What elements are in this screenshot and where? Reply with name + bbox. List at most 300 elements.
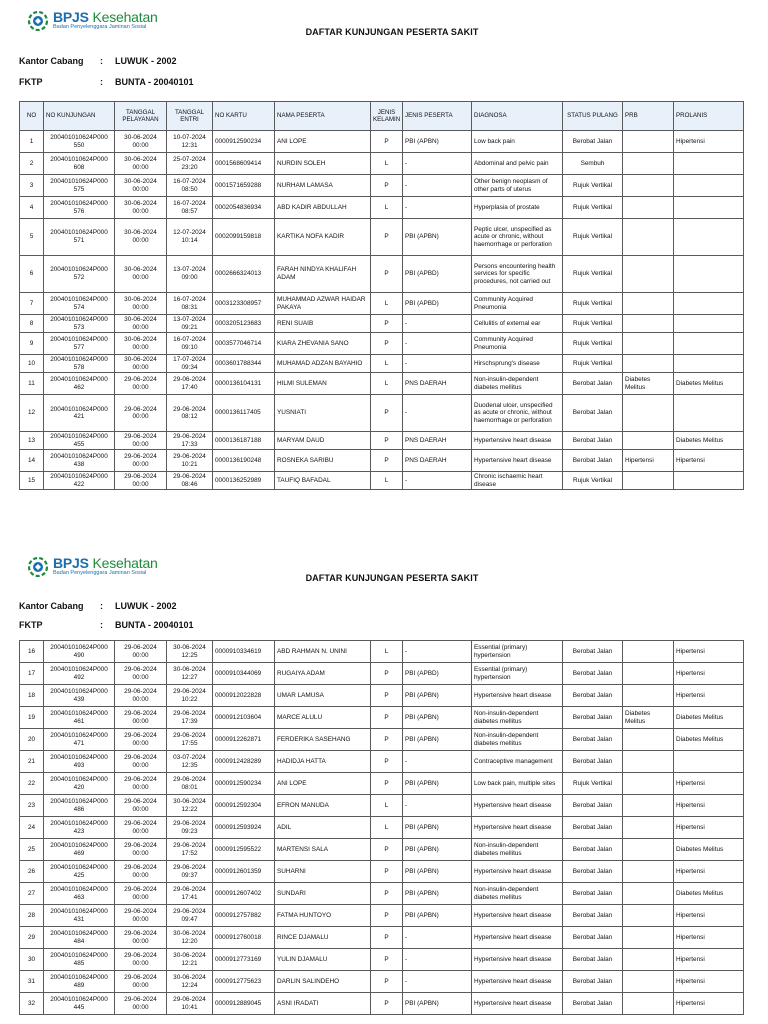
col-jenis-kelamin-header: JENIS KELAMIN: [371, 102, 403, 131]
col-no-cell: 6: [20, 256, 44, 293]
table-header-row: [20, 102, 744, 131]
col-jenis-peserta-cell: PBI (APBN): [403, 707, 472, 729]
col-diagnosa-cell: Non-insulin-dependent diabetes mellitus: [472, 839, 563, 861]
col-jenis-kelamin-cell: P: [371, 256, 403, 293]
table-row: [20, 861, 744, 883]
col-tanggal-pelayanan-cell: 29-06-2024 00:00: [115, 729, 167, 751]
col-prb-cell: [623, 861, 674, 883]
col-diagnosa-cell: Duodenal ulcer, unspecified as acute or chronic, without haemorrhage or perforation: [472, 395, 563, 432]
col-prb-cell: [623, 293, 674, 315]
col-no-cell: 1: [20, 131, 44, 153]
col-jenis-kelamin-cell: P: [371, 219, 403, 256]
col-no-kartu-cell: 0000912889045: [213, 993, 275, 1015]
col-tanggal-entri-cell: 30-06-2024 12:20: [167, 927, 213, 949]
col-tanggal-pelayanan-cell: 29-06-2024 00:00: [115, 450, 167, 472]
col-jenis-peserta-cell: PBI (APBN): [403, 131, 472, 153]
col-prb-cell: [623, 472, 674, 490]
col-no-kunjungan-cell: 200401010624P000 576: [44, 197, 115, 219]
col-status-pulang-cell: Berobat Jalan: [563, 685, 623, 707]
col-jenis-kelamin-cell: P: [371, 927, 403, 949]
col-tanggal-pelayanan-cell: 30-06-2024 00:00: [115, 131, 167, 153]
kantor-value: LUWUK - 2002: [115, 56, 177, 66]
col-jenis-peserta-cell: PBI (APBD): [403, 663, 472, 685]
col-prb-cell: Hipertensi: [623, 450, 674, 472]
col-prb-cell: [623, 355, 674, 373]
fktp-value: BUNTA - 20040101: [115, 77, 194, 87]
col-status-pulang-cell: Rujuk Vertikal: [563, 197, 623, 219]
col-tanggal-entri-cell: 29-06-2024 17:39: [167, 707, 213, 729]
col-nama-peserta-cell: FERDERIKA SASEHANG: [275, 729, 371, 751]
col-prb-cell: [623, 729, 674, 751]
brand-subtitle: Badan Penyelenggara Jaminan Sosial: [53, 570, 147, 576]
col-prb-cell: [623, 993, 674, 1015]
report-header: [0, 0, 768, 40]
col-no-cell: 12: [20, 395, 44, 432]
col-no-kartu-cell: 0000136117405: [213, 395, 275, 432]
col-prb-cell: [623, 432, 674, 450]
col-no-kunjungan-cell: 200401010624P000 485: [44, 949, 115, 971]
table-row: [20, 993, 744, 1015]
col-jenis-kelamin-cell: P: [371, 450, 403, 472]
col-diagnosa-cell: Hypertensive heart disease: [472, 949, 563, 971]
col-no-cell: 19: [20, 707, 44, 729]
col-nama-peserta-cell: ADIL: [275, 817, 371, 839]
col-prolanis-cell: Hipertensi: [674, 993, 744, 1015]
col-jenis-kelamin-cell: L: [371, 293, 403, 315]
col-tanggal-entri-cell: 29-06-2024 10:41: [167, 993, 213, 1015]
col-tanggal-pelayanan-cell: 29-06-2024 00:00: [115, 817, 167, 839]
col-jenis-peserta-cell: PBI (APBN): [403, 773, 472, 795]
col-jenis-kelamin-cell: L: [371, 153, 403, 175]
table-row: [20, 905, 744, 927]
col-jenis-peserta-cell: -: [403, 315, 472, 333]
col-tanggal-entri-cell: 16-07-2024 08:57: [167, 197, 213, 219]
col-tanggal-pelayanan-cell: 29-06-2024 00:00: [115, 373, 167, 395]
col-diagnosa-cell: Hyperplasia of prostate: [472, 197, 563, 219]
col-jenis-kelamin-cell: P: [371, 773, 403, 795]
col-diagnosa-cell: Contraceptive management: [472, 751, 563, 773]
col-no-kartu-cell: 0003123308957: [213, 293, 275, 315]
col-diagnosa-cell: Chronic ischaemic heart disease: [472, 472, 563, 490]
col-no-kartu-cell: 0000912607402: [213, 883, 275, 905]
col-tanggal-pelayanan-header: TANGGAL PELAYANAN: [115, 102, 167, 131]
col-prolanis-cell: Hipertensi: [674, 905, 744, 927]
col-no-kunjungan-cell: 200401010624P000 462: [44, 373, 115, 395]
col-no-kunjungan-cell: 200401010624P000 463: [44, 883, 115, 905]
col-no-cell: 10: [20, 355, 44, 373]
table-row: [20, 219, 744, 256]
col-prolanis-cell: Diabetes Melitus: [674, 707, 744, 729]
col-diagnosa-cell: Low back pain: [472, 131, 563, 153]
col-prolanis-cell: Hipertensi: [674, 773, 744, 795]
col-status-pulang-cell: Berobat Jalan: [563, 707, 623, 729]
col-prolanis-cell: [674, 472, 744, 490]
col-no-kunjungan-cell: 200401010624P000 431: [44, 905, 115, 927]
col-tanggal-entri-cell: 29-06-2024 08:46: [167, 472, 213, 490]
col-tanggal-pelayanan-cell: 30-06-2024 00:00: [115, 175, 167, 197]
table-row: [20, 293, 744, 315]
table-row: [20, 685, 744, 707]
col-prb-cell: [623, 927, 674, 949]
col-prolanis-cell: [674, 256, 744, 293]
col-jenis-peserta-cell: PBI (APBN): [403, 905, 472, 927]
table-row: [20, 707, 744, 729]
col-tanggal-entri-cell: 29-06-2024 08:12: [167, 395, 213, 432]
col-prolanis-cell: Hipertensi: [674, 971, 744, 993]
col-jenis-peserta-cell: -: [403, 971, 472, 993]
col-nama-peserta-cell: RUGAIYA ADAM: [275, 663, 371, 685]
col-prolanis-cell: Diabetes Melitus: [674, 729, 744, 751]
col-tanggal-entri-cell: 29-06-2024 17:52: [167, 839, 213, 861]
col-prb-cell: [623, 153, 674, 175]
col-no-kartu-cell: 0000912757882: [213, 905, 275, 927]
col-status-pulang-cell: Rujuk Vertikal: [563, 773, 623, 795]
col-tanggal-entri-cell: 29-06-2024 10:22: [167, 685, 213, 707]
separator: :: [100, 601, 103, 611]
col-jenis-peserta-cell: -: [403, 927, 472, 949]
col-status-pulang-cell: Rujuk Vertikal: [563, 219, 623, 256]
col-no-kartu-cell: 0000912022828: [213, 685, 275, 707]
col-jenis-peserta-cell: -: [403, 333, 472, 355]
col-status-pulang-cell: Berobat Jalan: [563, 817, 623, 839]
report-page-2: [0, 546, 768, 1011]
col-no-kartu-cell: 0000912775623: [213, 971, 275, 993]
col-no-kartu-cell: 0003205123683: [213, 315, 275, 333]
col-jenis-kelamin-cell: P: [371, 663, 403, 685]
col-tanggal-pelayanan-cell: 29-06-2024 00:00: [115, 927, 167, 949]
col-no-kunjungan-cell: 200401010624P000 461: [44, 707, 115, 729]
col-tanggal-pelayanan-cell: 29-06-2024 00:00: [115, 663, 167, 685]
col-prb-cell: Diabetes Melitus: [623, 373, 674, 395]
col-diagnosa-cell: Hypertensive heart disease: [472, 432, 563, 450]
col-tanggal-pelayanan-cell: 30-06-2024 00:00: [115, 197, 167, 219]
col-prolanis-cell: Hipertensi: [674, 663, 744, 685]
col-diagnosa-cell: Other benign neoplasm of other parts of uterus: [472, 175, 563, 197]
col-nama-peserta-cell: KARTIKA NOFA KADIR: [275, 219, 371, 256]
col-nama-peserta-cell: KIARA ZHEVANIA SANO: [275, 333, 371, 355]
document-title: DAFTAR KUNJUNGAN PESERTA SAKIT: [305, 27, 479, 37]
fktp-row: [19, 77, 194, 87]
col-prolanis-cell: Hipertensi: [674, 927, 744, 949]
col-no-kartu-cell: 0000136252989: [213, 472, 275, 490]
col-prolanis-cell: Hipertensi: [674, 949, 744, 971]
col-nama-peserta-cell: FARAH NINDYA KHALIFAH ADAM: [275, 256, 371, 293]
col-jenis-kelamin-cell: P: [371, 905, 403, 927]
col-nama-peserta-cell: DARLIN SALINDEHO: [275, 971, 371, 993]
col-no-cell: 11: [20, 373, 44, 395]
col-no-kunjungan-cell: 200401010624P000 573: [44, 315, 115, 333]
col-jenis-peserta-header: JENIS PESERTA: [403, 102, 472, 131]
col-jenis-peserta-cell: -: [403, 197, 472, 219]
col-status-pulang-cell: Berobat Jalan: [563, 729, 623, 751]
col-tanggal-entri-cell: 30-06-2024 12:24: [167, 971, 213, 993]
col-jenis-kelamin-cell: P: [371, 175, 403, 197]
col-tanggal-entri-cell: 30-06-2024 12:22: [167, 795, 213, 817]
col-diagnosa-cell: Abdominal and pelvic pain: [472, 153, 563, 175]
col-no-kunjungan-cell: 200401010624P000 455: [44, 432, 115, 450]
col-jenis-kelamin-cell: P: [371, 839, 403, 861]
col-jenis-peserta-cell: PNS DAERAH: [403, 373, 472, 395]
col-prb-cell: [623, 971, 674, 993]
report-header: [0, 546, 768, 586]
table-row: [20, 355, 744, 373]
col-prolanis-cell: [674, 293, 744, 315]
col-status-pulang-cell: Berobat Jalan: [563, 971, 623, 993]
col-no-cell: 21: [20, 751, 44, 773]
col-nama-peserta-cell: MUHAMMAD AZWAR HAIDAR PAKAYA: [275, 293, 371, 315]
col-no-kunjungan-cell: 200401010624P000 575: [44, 175, 115, 197]
col-status-pulang-cell: Berobat Jalan: [563, 883, 623, 905]
col-diagnosa-cell: Peptic ulcer, unspecified as acute or chronic, without haemorrhage or perforation: [472, 219, 563, 256]
col-tanggal-pelayanan-cell: 30-06-2024 00:00: [115, 355, 167, 373]
col-prb-cell: [623, 197, 674, 219]
col-no-kartu-cell: 0000912760018: [213, 927, 275, 949]
col-status-pulang-cell: Berobat Jalan: [563, 993, 623, 1015]
col-tanggal-entri-cell: 29-06-2024 09:37: [167, 861, 213, 883]
col-jenis-kelamin-cell: L: [371, 795, 403, 817]
col-no-kunjungan-cell: 200401010624P000 608: [44, 153, 115, 175]
col-no-cell: 28: [20, 905, 44, 927]
col-no-kartu-cell: 0000136190248: [213, 450, 275, 472]
col-status-pulang-cell: Rujuk Vertikal: [563, 315, 623, 333]
col-nama-peserta-cell: MUHAMAD ADZAN BAYAHIO: [275, 355, 371, 373]
col-nama-peserta-cell: YUSNIATI: [275, 395, 371, 432]
col-nama-peserta-cell: RINCE DJAMALU: [275, 927, 371, 949]
col-jenis-peserta-cell: -: [403, 949, 472, 971]
col-tanggal-pelayanan-cell: 29-06-2024 00:00: [115, 773, 167, 795]
table-row: [20, 883, 744, 905]
col-prolanis-cell: [674, 355, 744, 373]
col-nama-peserta-cell: ASNI IRADATI: [275, 993, 371, 1015]
col-no-kartu-cell: 0000136187188: [213, 432, 275, 450]
col-jenis-kelamin-cell: P: [371, 861, 403, 883]
table-row: [20, 333, 744, 355]
col-jenis-kelamin-cell: P: [371, 993, 403, 1015]
col-jenis-kelamin-cell: P: [371, 131, 403, 153]
col-prb-cell: [623, 883, 674, 905]
col-no-kunjungan-cell: 200401010624P000 423: [44, 817, 115, 839]
col-no-kunjungan-cell: 200401010624P000 471: [44, 729, 115, 751]
col-no-cell: 20: [20, 729, 44, 751]
col-prb-cell: [623, 905, 674, 927]
col-jenis-peserta-cell: -: [403, 795, 472, 817]
col-prolanis-cell: [674, 197, 744, 219]
col-diagnosa-cell: Essential (primary) hypertension: [472, 641, 563, 663]
col-prb-cell: [623, 641, 674, 663]
brand-name-rest: Kesehatan: [88, 9, 158, 25]
col-tanggal-entri-cell: 29-06-2024 09:47: [167, 905, 213, 927]
col-tanggal-entri-cell: 25-07-2024 23:20: [167, 153, 213, 175]
col-diagnosa-cell: Cellulitis of external ear: [472, 315, 563, 333]
col-no-kunjungan-cell: 200401010624P000 486: [44, 795, 115, 817]
col-tanggal-pelayanan-cell: 29-06-2024 00:00: [115, 971, 167, 993]
col-nama-peserta-cell: MARTENSI SALA: [275, 839, 371, 861]
col-tanggal-pelayanan-cell: 29-06-2024 00:00: [115, 905, 167, 927]
col-prb-cell: [623, 839, 674, 861]
col-jenis-peserta-cell: -: [403, 175, 472, 197]
col-jenis-peserta-cell: PBI (APBN): [403, 883, 472, 905]
col-tanggal-pelayanan-cell: 29-06-2024 00:00: [115, 839, 167, 861]
col-tanggal-entri-cell: 29-06-2024 08:01: [167, 773, 213, 795]
col-status-pulang-cell: Berobat Jalan: [563, 395, 623, 432]
col-jenis-kelamin-cell: P: [371, 883, 403, 905]
document-title: DAFTAR KUNJUNGAN PESERTA SAKIT: [305, 573, 479, 583]
col-jenis-kelamin-cell: P: [371, 971, 403, 993]
table-row: [20, 395, 744, 432]
col-jenis-peserta-cell: PBI (APBN): [403, 817, 472, 839]
col-prb-cell: [623, 817, 674, 839]
col-status-pulang-cell: Berobat Jalan: [563, 131, 623, 153]
col-jenis-peserta-cell: -: [403, 751, 472, 773]
col-status-pulang-cell: Berobat Jalan: [563, 373, 623, 395]
col-tanggal-pelayanan-cell: 30-06-2024 00:00: [115, 315, 167, 333]
col-prolanis-cell: [674, 315, 744, 333]
col-tanggal-pelayanan-cell: 29-06-2024 00:00: [115, 641, 167, 663]
col-tanggal-entri-header: TANGGAL ENTRI: [167, 102, 213, 131]
col-no-cell: 16: [20, 641, 44, 663]
col-jenis-kelamin-cell: P: [371, 432, 403, 450]
col-tanggal-entri-cell: 29-06-2024 09:23: [167, 817, 213, 839]
brand-name-bold: BPJS: [53, 9, 89, 25]
col-no-cell: 14: [20, 450, 44, 472]
col-jenis-kelamin-cell: P: [371, 333, 403, 355]
col-no-kartu-cell: 0000912428289: [213, 751, 275, 773]
col-prolanis-cell: Diabetes Melitus: [674, 883, 744, 905]
col-no-kartu-cell: 0000912601359: [213, 861, 275, 883]
table-row: [20, 839, 744, 861]
col-diagnosa-header: DIAGNOSA: [472, 102, 563, 131]
col-no-kartu-header: NO KARTU: [213, 102, 275, 131]
col-diagnosa-cell: Hypertensive heart disease: [472, 927, 563, 949]
col-no-kartu-cell: 0002099159818: [213, 219, 275, 256]
col-no-cell: 4: [20, 197, 44, 219]
col-status-pulang-header: STATUS PULANG: [563, 102, 623, 131]
col-tanggal-pelayanan-cell: 29-06-2024 00:00: [115, 751, 167, 773]
col-nama-peserta-cell: ABD RAHMAN N. UNINI: [275, 641, 371, 663]
col-tanggal-pelayanan-cell: 30-06-2024 00:00: [115, 219, 167, 256]
col-status-pulang-cell: Rujuk Vertikal: [563, 175, 623, 197]
col-diagnosa-cell: Hypertensive heart disease: [472, 685, 563, 707]
col-no-kartu-cell: 0000912592304: [213, 795, 275, 817]
kantor-label: Kantor Cabang: [19, 601, 84, 611]
col-tanggal-entri-cell: 29-06-2024 17:40: [167, 373, 213, 395]
col-no-kartu-cell: 0003577046714: [213, 333, 275, 355]
col-tanggal-entri-cell: 30-06-2024 12:27: [167, 663, 213, 685]
col-no-kartu-cell: 0001568609414: [213, 153, 275, 175]
col-tanggal-entri-cell: 29-06-2024 17:41: [167, 883, 213, 905]
col-no-kartu-cell: 0000912262871: [213, 729, 275, 751]
table-row: [20, 817, 744, 839]
col-no-kartu-cell: 0000910344069: [213, 663, 275, 685]
col-status-pulang-cell: Rujuk Vertikal: [563, 333, 623, 355]
col-no-kunjungan-cell: 200401010624P000 550: [44, 131, 115, 153]
col-diagnosa-cell: Hypertensive heart disease: [472, 795, 563, 817]
col-prolanis-cell: Hipertensi: [674, 641, 744, 663]
col-diagnosa-cell: Community Acquired Pneumonia: [472, 293, 563, 315]
table-row: [20, 927, 744, 949]
col-tanggal-entri-cell: 30-06-2024 12:25: [167, 641, 213, 663]
col-nama-peserta-cell: RENI SUAIB: [275, 315, 371, 333]
col-no-kunjungan-cell: 200401010624P000 439: [44, 685, 115, 707]
col-jenis-kelamin-cell: L: [371, 197, 403, 219]
col-nama-peserta-cell: TAUFIQ BAFADAL: [275, 472, 371, 490]
col-no-kartu-cell: 0000910334619: [213, 641, 275, 663]
table-row: [20, 131, 744, 153]
col-no-kartu-cell: 0003601788344: [213, 355, 275, 373]
col-no-kunjungan-cell: 200401010624P000 574: [44, 293, 115, 315]
col-no-cell: 24: [20, 817, 44, 839]
col-diagnosa-cell: Hirschsprung's disease: [472, 355, 563, 373]
col-nama-peserta-cell: EFRON MANUDA: [275, 795, 371, 817]
col-diagnosa-cell: Hypertensive heart disease: [472, 861, 563, 883]
table-row: [20, 795, 744, 817]
col-no-cell: 32: [20, 993, 44, 1015]
col-prolanis-cell: Diabetes Melitus: [674, 373, 744, 395]
col-diagnosa-cell: Hypertensive heart disease: [472, 993, 563, 1015]
col-tanggal-pelayanan-cell: 29-06-2024 00:00: [115, 472, 167, 490]
col-jenis-peserta-cell: PBI (APBD): [403, 293, 472, 315]
table-row: [20, 153, 744, 175]
col-tanggal-entri-cell: 29-06-2024 17:33: [167, 432, 213, 450]
col-prolanis-cell: [674, 219, 744, 256]
col-status-pulang-cell: Berobat Jalan: [563, 839, 623, 861]
col-no-kartu-cell: 0002666324013: [213, 256, 275, 293]
col-tanggal-pelayanan-cell: 29-06-2024 00:00: [115, 993, 167, 1015]
col-no-kunjungan-cell: 200401010624P000 469: [44, 839, 115, 861]
col-jenis-kelamin-cell: L: [371, 641, 403, 663]
col-prolanis-cell: Diabetes Melitus: [674, 432, 744, 450]
col-prb-cell: [623, 795, 674, 817]
col-status-pulang-cell: Berobat Jalan: [563, 927, 623, 949]
col-diagnosa-cell: Non-insulin-dependent diabetes mellitus: [472, 707, 563, 729]
col-jenis-peserta-cell: -: [403, 355, 472, 373]
col-jenis-kelamin-cell: L: [371, 472, 403, 490]
col-tanggal-pelayanan-cell: 29-06-2024 00:00: [115, 432, 167, 450]
col-no-cell: 15: [20, 472, 44, 490]
separator: :: [100, 77, 103, 87]
table-row: [20, 773, 744, 795]
col-status-pulang-cell: Berobat Jalan: [563, 861, 623, 883]
col-diagnosa-cell: Persons encountering health services for specific procedures, not carried out: [472, 256, 563, 293]
table-row: [20, 641, 744, 663]
col-no-cell: 18: [20, 685, 44, 707]
col-tanggal-pelayanan-cell: 29-06-2024 00:00: [115, 795, 167, 817]
col-nama-peserta-cell: FATMA HUNTOYO: [275, 905, 371, 927]
col-no-cell: 8: [20, 315, 44, 333]
col-status-pulang-cell: Berobat Jalan: [563, 905, 623, 927]
col-jenis-peserta-cell: -: [403, 472, 472, 490]
table-row: [20, 432, 744, 450]
col-tanggal-entri-cell: 16-07-2024 08:31: [167, 293, 213, 315]
col-prolanis-cell: Diabetes Melitus: [674, 839, 744, 861]
col-prolanis-cell: [674, 751, 744, 773]
col-tanggal-pelayanan-cell: 29-06-2024 00:00: [115, 395, 167, 432]
col-tanggal-pelayanan-cell: 29-06-2024 00:00: [115, 861, 167, 883]
table-row: [20, 315, 744, 333]
col-prb-cell: [623, 949, 674, 971]
col-tanggal-entri-cell: 13-07-2024 09:21: [167, 315, 213, 333]
col-jenis-peserta-cell: -: [403, 153, 472, 175]
fktp-label: FKTP: [19, 77, 43, 87]
col-diagnosa-cell: Hypertensive heart disease: [472, 450, 563, 472]
col-status-pulang-cell: Berobat Jalan: [563, 450, 623, 472]
col-no-kunjungan-cell: 200401010624P000 425: [44, 861, 115, 883]
col-status-pulang-cell: Berobat Jalan: [563, 751, 623, 773]
col-no-cell: 26: [20, 861, 44, 883]
col-jenis-kelamin-cell: P: [371, 315, 403, 333]
col-diagnosa-cell: Community Acquired Pneumonia: [472, 333, 563, 355]
col-tanggal-pelayanan-cell: 30-06-2024 00:00: [115, 333, 167, 355]
